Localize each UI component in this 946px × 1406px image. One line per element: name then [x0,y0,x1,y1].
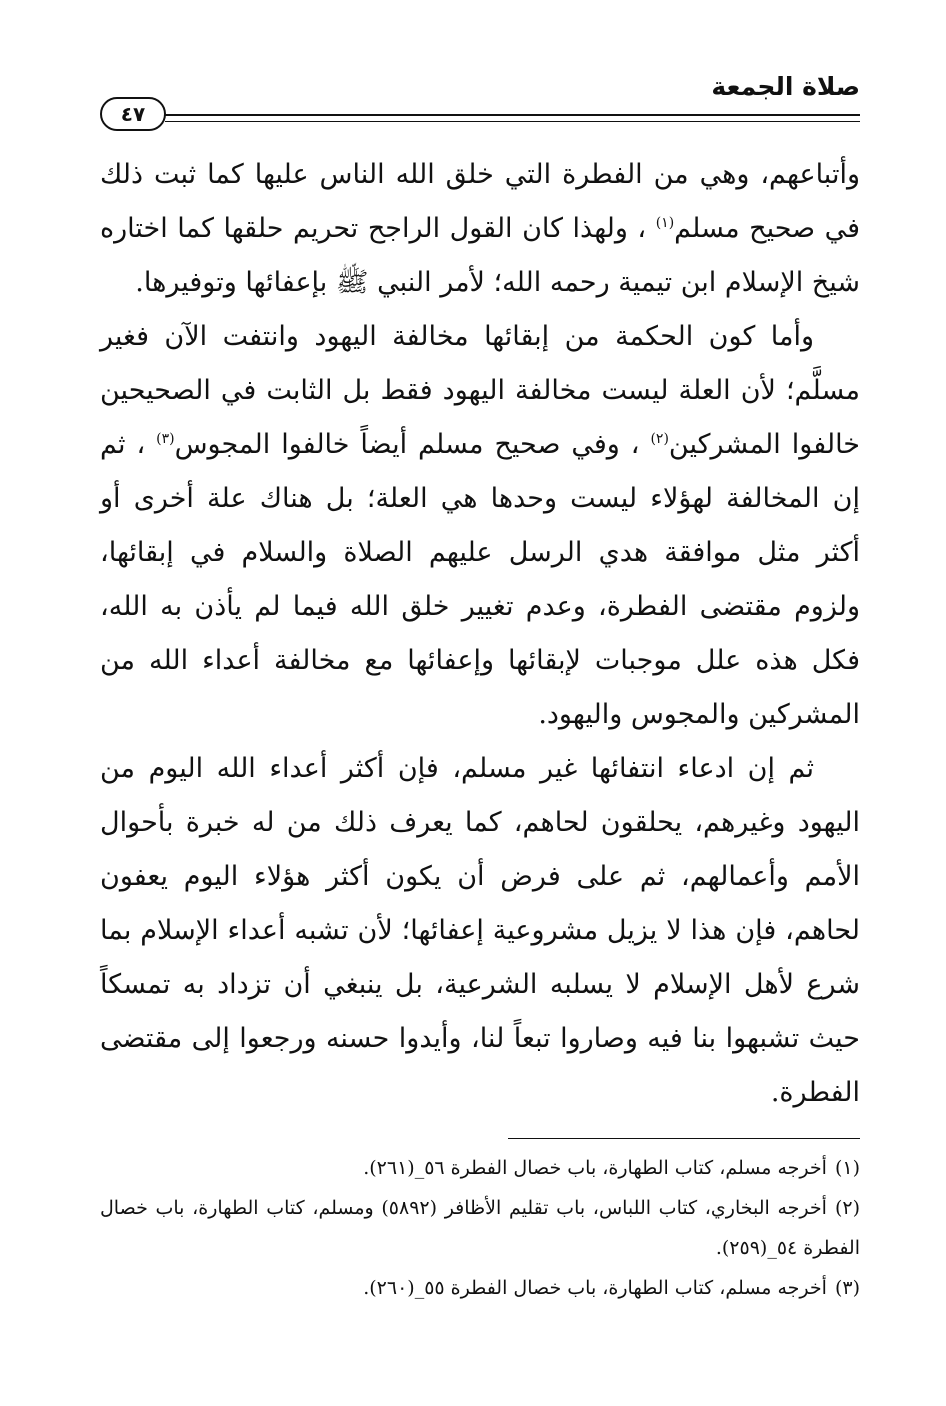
header-rule [165,114,860,116]
paragraph-2 [100,310,860,742]
footnote-text-2: أخرجه البخاري، كتاب اللباس، باب تقليم الأظافر (٥٨٩٢) ومسلم، كتاب الطهارة، باب خصال الفطرة ٥٤_(٢٥٩). [100,1197,860,1259]
running-header-title: صلاة الجمعة [711,72,860,101]
footnote-number-1: (١) [834,1157,860,1179]
footnote-3 [100,1268,860,1308]
paragraph-2-part-a: وأما كون الحكمة من إبقائها مخالفة اليهود وانتفت الآن فغير مسلَّم؛ لأن العلة ليست مخالفة اليهود فقط بل الثابت في الصحيحين خالفوا المشركين [100,321,860,460]
paragraph-1-part-b: ، ولهذا كان القول الراجح تحريم حلقها كما اختاره شيخ الإسلام ابن تيمية رحمه الله؛ لأمر النبي ﷺ بإعفائها وتوفيرها. [100,213,860,298]
paragraph-2-part-b: ، وفي صحيح مسلم أيضاً خالفوا المجوس [174,429,651,460]
footnote-text-1: أخرجه مسلم، كتاب الطهارة، باب خصال الفطرة ٥٦_(٢٦١). [363,1157,827,1179]
paragraph-3: ثم إن ادعاء انتفائها غير مسلم، فإن أكثر أعداء الله اليوم من اليهود وغيرهم، يحلقون لحاهم، كما يعرف ذلك من له خبرة بأحوال الأمم وأعمالهم، ثم على فرض أن يكون أكثر هؤلاء اليوم يعفون لحاهم، فإن هذا لا يزيل مشروعية إعفائها؛ لأن تشبه أعداء الإسلام بما شرع لأهل الإسلام لا يسلبه الشرعية، بل ينبغي أن تزداد به تمسكاً حيث تشبهوا بنا فيه وصاروا تبعاً لنا، وأيدوا حسنه ورجعوا إلى مقتضى الفطرة. [100,753,860,1108]
footnote-ref-1: (١) [655,215,675,231]
paragraph-2-part-c: ، ثم إن المخالفة لهؤلاء ليست وحدها هي العلة؛ بل هناك علة أخرى أو أكثر مثل موافقة هدي الرسل عليهم الصلاة والسلام في إبقائها، ولزوم مقتضى الفطرة، وعدم تغيير خلق الله فيما لم يأذن به الله، فكل هذه علل موجبات لإبقائها وإعفائها مع مخالفة أعداء الله من المشركين والمجوس واليهود. [100,429,860,730]
main-text [100,148,860,1120]
footnote-2 [100,1188,860,1268]
footnote-number-2: (٢) [834,1197,860,1219]
paragraph-1-part-a: وأتباعهم، وهي من الفطرة التي خلق الله الناس عليها كما ثبت ذلك في صحيح مسلم [100,159,861,244]
footnote-1 [100,1148,860,1188]
footnote-separator [508,1138,860,1139]
paragraph-1 [100,148,860,310]
footnote-number-3: (٣) [834,1277,860,1299]
header-rule-thin [165,121,860,122]
footnotes [100,1148,860,1308]
page-number: ٤٧ [100,97,166,131]
footnote-ref-2: (٢) [650,431,669,447]
footnote-ref-3: (٣) [156,431,175,447]
footnote-text-3: أخرجه مسلم، كتاب الطهارة، باب خصال الفطرة ٥٥_(٢٦٠). [363,1277,827,1299]
